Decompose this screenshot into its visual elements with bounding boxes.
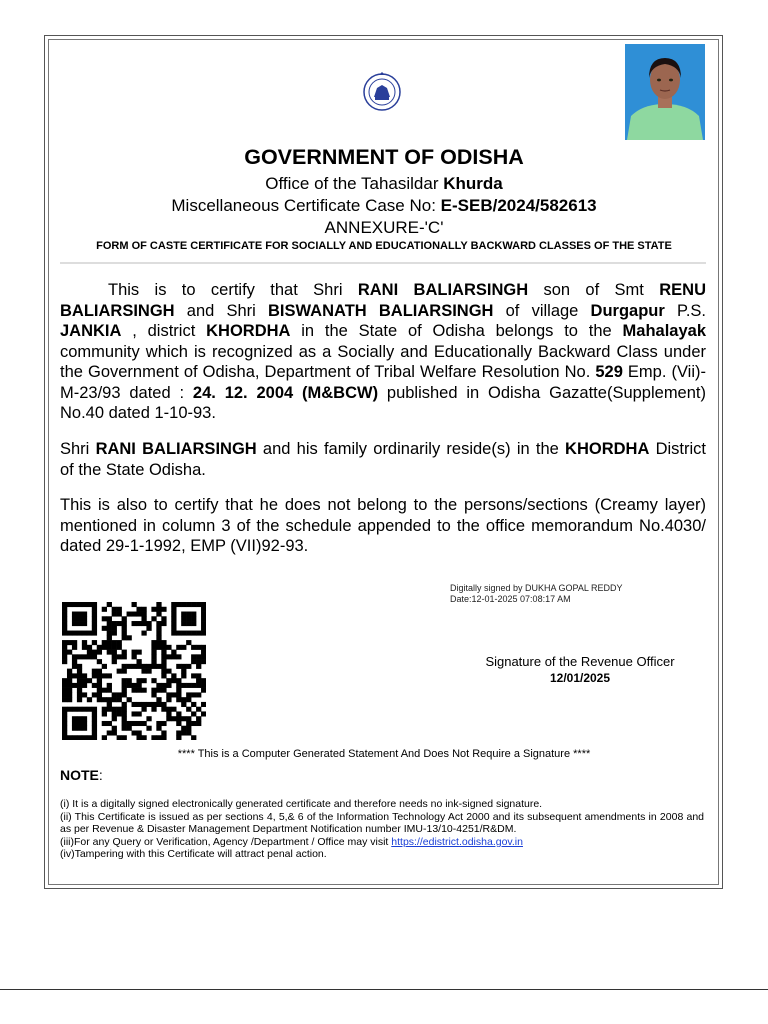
qr-code-icon — [62, 602, 206, 740]
office-prefix: Office of the Tahasildar — [265, 174, 439, 193]
father-name: BISWANATH BALIARSINGH — [268, 301, 494, 320]
case-number-line — [50, 196, 718, 216]
computer-generated-statement: **** This is a Computer Generated Statement And Does Not Require a Signature **** — [177, 748, 591, 760]
village-name: Durgapur — [590, 301, 665, 320]
residence-paragraph: Shri RANI BALIARSINGH and his family ordinarily reside(s) in the KHORDHA District of the State Odisha. — [60, 440, 706, 479]
community-name: Mahalayak — [622, 322, 706, 340]
edistrict-link[interactable]: https://edistrict.odisha.gov.in — [391, 835, 523, 848]
applicant-name: RANI BALIARSINGH — [357, 281, 529, 299]
office-place: Khurda — [443, 174, 503, 193]
mother-name: RENU BALIARSINGH — [60, 281, 706, 320]
resolution-number: 529 — [595, 363, 623, 381]
applicant-photo — [625, 44, 705, 140]
office-line — [50, 174, 718, 194]
note-item: (i) It is a digitally signed electronically generated certificate and therefore needs no ink-signed signature. — [60, 798, 543, 810]
certification-paragraph: This is to certify that Shri RANI BALIARSINGH son of Smt RENU BALIARSINGH and Shri BISWANATH BALIARSINGH of village Durgapur P.S. JANKIA , district KHORDHA in the State of Odisha belongs to the Mahalayak community which is recognized as a Socially and Educationally Backward Class under the Government of Odisha, Department of Tribal Welfare Resolution No. 529 Emp. (Vii)-M-23/93 dated : 24. 12. 2004 (M&BCW) published in Odisha Gazatte(Supplement) No.40 dated 1-10-93. — [60, 281, 707, 422]
digital-signer: Digitally signed by DUKHA GOPAL REDDY — [450, 583, 623, 593]
district-name: KHORDHA — [206, 322, 291, 340]
note-item: (ii) This Certificate is issued as per sections 4, 5,& 6 of the Information Technology Act 2000 and its subsequent amendments in 2008 and as per Revenue & Disaster Management Department Notification number IMU-13/10-4251/R&DM. — [60, 810, 704, 835]
residence-applicant-name: RANI BALIARSINGH — [95, 440, 257, 458]
signature-role: Signature of the Revenue Officer — [485, 654, 675, 669]
police-station: JANKIA — [60, 322, 122, 340]
digital-signature-stamp — [450, 583, 623, 605]
notes-list — [60, 798, 704, 861]
odisha-emblem-icon — [361, 70, 403, 112]
creamy-layer-paragraph: This is also to certify that he does not belong to the persons/sections (Creamy layer) mentioned in column 3 of the schedule appended to the office memorandum No.4030/ dated 29-1-1992, EMP (VII)92-93. — [60, 496, 706, 555]
digital-sign-date: Date:12-01-2025 07:08:17 AM — [450, 594, 571, 604]
form-title: FORM OF CASTE CERTIFICATE FOR SOCIALLY AND EDUCATIONALLY BACKWARD CLASSES OF THE STATE — [96, 240, 672, 252]
signature-date: 12/01/2025 — [549, 671, 611, 685]
case-prefix: Miscellaneous Certificate Case No: — [171, 196, 436, 215]
residence-district: KHORDHA — [565, 440, 650, 458]
note-item: (iv)Tampering with this Certificate will attract penal action. — [60, 848, 327, 860]
note-heading: NOTE: — [60, 767, 103, 783]
government-title: GOVERNMENT OF ODISHA — [244, 145, 524, 169]
annexure-label: ANNEXURE-'C' — [324, 218, 444, 237]
note-item: (iii)For any Query or Verification, Agency /Department / Office may visit https://edistrict.odisha.gov.in — [60, 835, 523, 848]
page-bottom-rule — [0, 989, 768, 990]
header-divider — [60, 262, 706, 264]
resolution-date: 24. 12. 2004 (M&BCW) — [192, 383, 379, 402]
case-number: E-SEB/2024/582613 — [440, 196, 597, 215]
